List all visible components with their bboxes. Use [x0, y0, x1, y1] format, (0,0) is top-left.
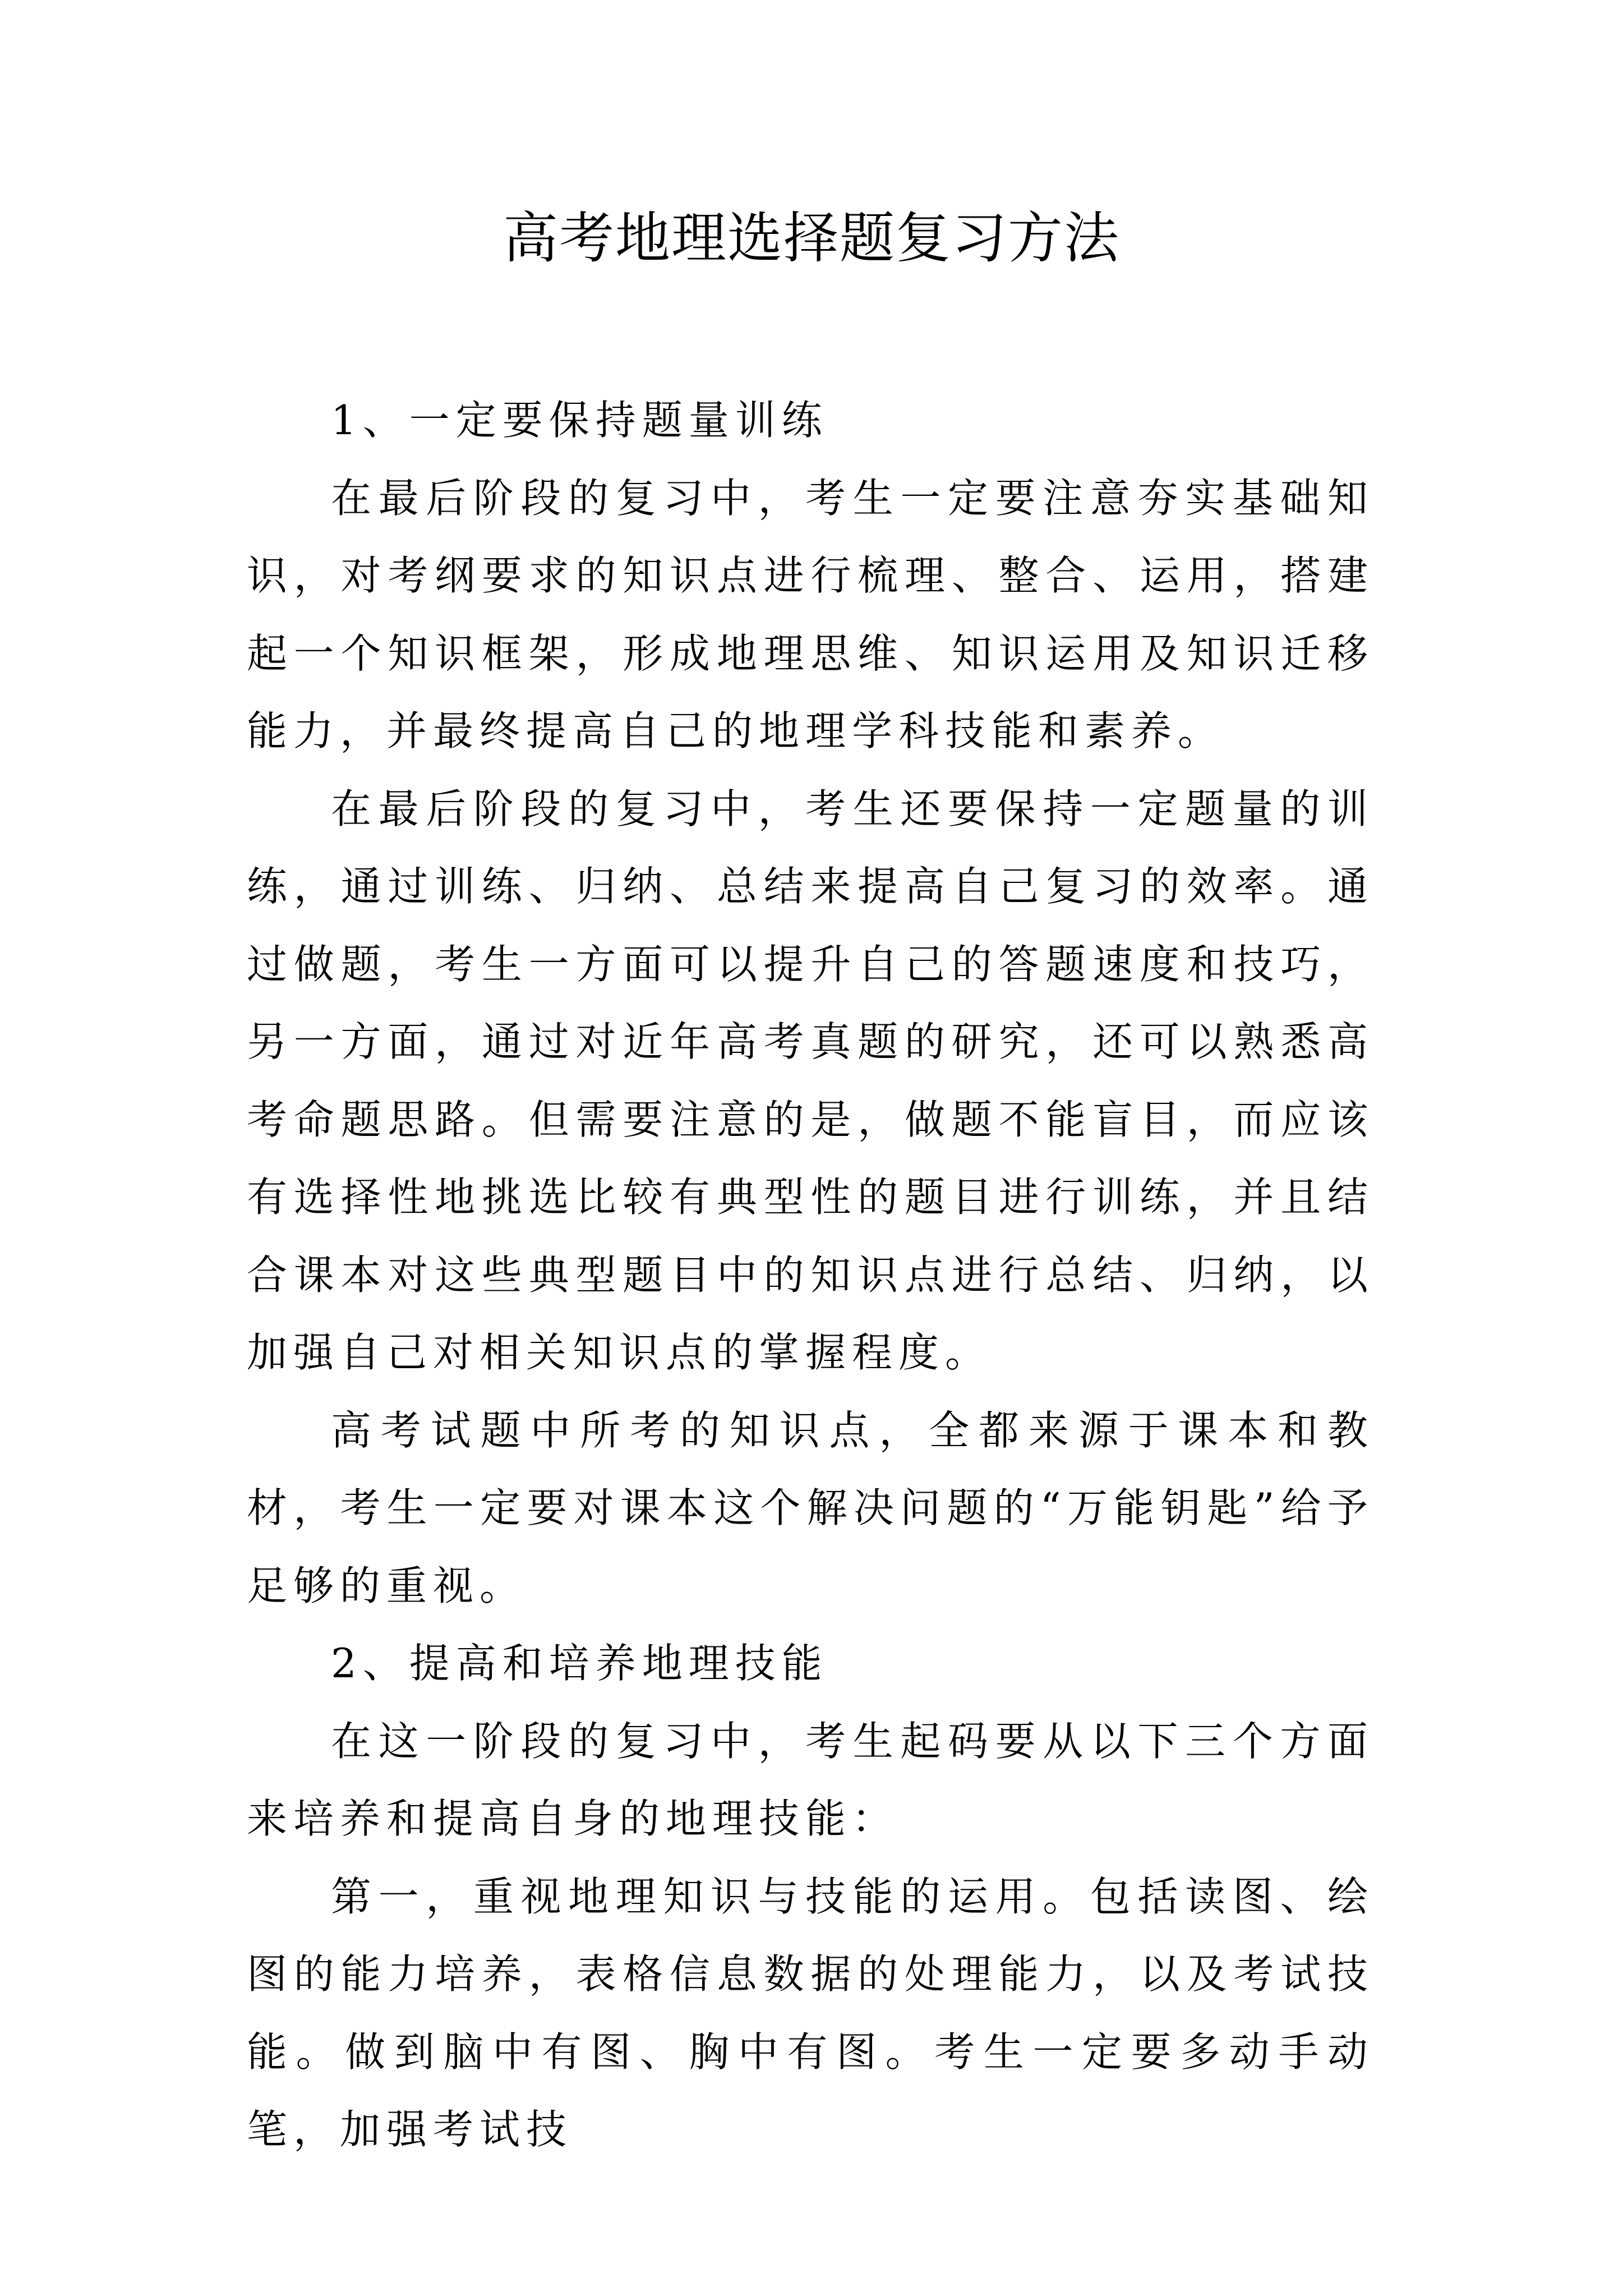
- section-heading-2: 2、提高和培养地理技能: [331, 1640, 828, 1687]
- paragraph: 在最后阶段的复习中，考生一定要注意夯实基础知识，对考纲要求的知识点进行梳理、整合、运用，搭建起一个知识框架，形成地理思维、知识运用及知识迁移能力，并最终提高自己的地理学科技能和素养。: [247, 474, 1374, 754]
- paragraph: 第一，重视地理知识与技能的运用。包括读图、绘图的能力培养，表格信息数据的处理能力，以及考试技能。做到脑中有图、胸中有图。考生一定要多动手动笔，加强考试技: [247, 1872, 1374, 2153]
- document-title: 高考地理选择题复习方法: [502, 206, 1120, 270]
- section-heading-1: 1、一定要保持题量训练: [331, 397, 828, 444]
- paragraph: 高考试题中所考的知识点，全都来源于课本和教材，考生一定要对课本这个解决问题的“万能钥匙”给予足够的重视。: [247, 1406, 1374, 1609]
- paragraph: 在最后阶段的复习中，考生还要保持一定题量的训练，通过训练、归纳、总结来提高自己复习的效率。通过做题，考生一方面可以提升自己的答题速度和技巧，另一方面，通过对近年高考真题的研究，还可以熟悉高考命题思路。但需要注意的是，做题不能盲目，而应该有选择性地挑选比较有典型性的题目进行训练，并且结合课本对这些典型题目中的知识点进行总结、归纳，以加强自己对相关知识点的掌握程度。: [247, 785, 1374, 1376]
- document-body: [247, 381, 1374, 2169]
- paragraph: 在这一阶段的复习中，考生起码要从以下三个方面来培养和提高自身的地理技能：: [247, 1717, 1374, 1842]
